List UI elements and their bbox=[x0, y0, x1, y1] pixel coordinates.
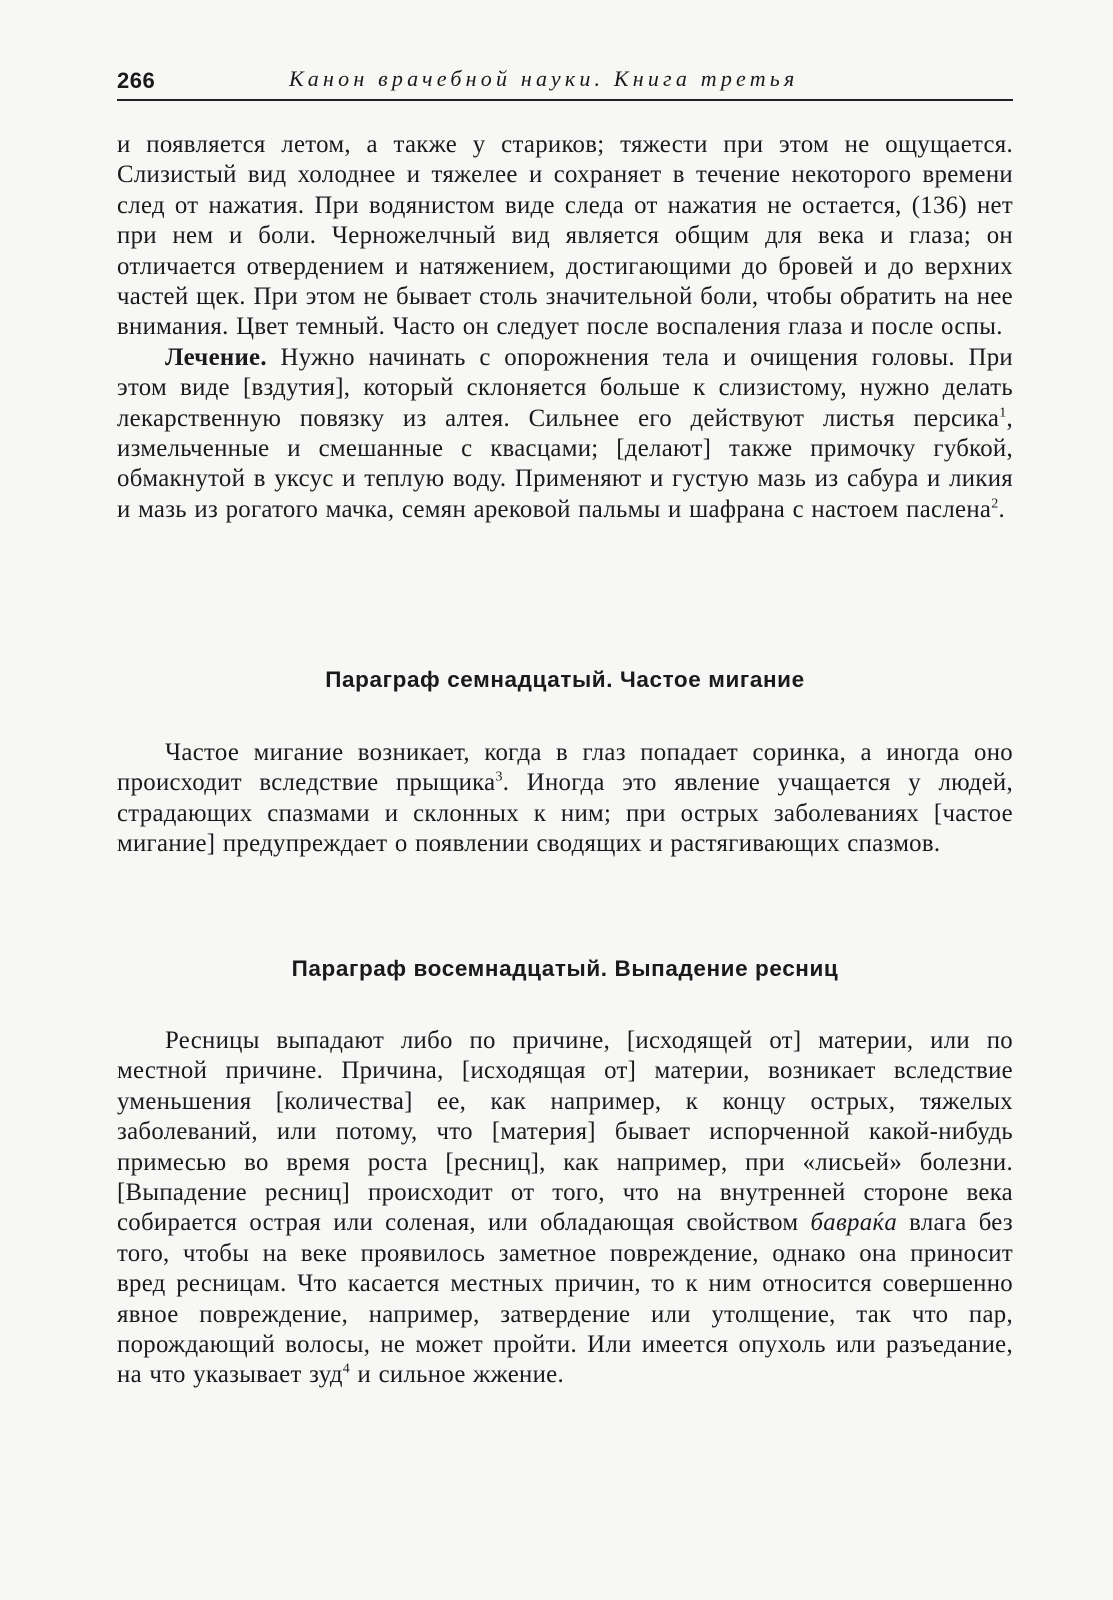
text-block-continuation bbox=[117, 130, 1013, 525]
eyelashes-text-2: влага без того, чтобы на веке проявилось заметное повреждение, однако она приносит вред ресницам. Что касается местных причин, то к ним относится совершенно явное повреждение, например, затвердение или утолщение, так что пар, порождающий волосы, не может пройти. Или имеется опухоль или разъедание, на что указывает зуд bbox=[117, 1209, 1013, 1389]
term-bavraka: бавраќа bbox=[810, 1209, 898, 1237]
blinking-text-1: Частое мигание возникает, когда в глаз попадает соринка, а иногда оно происходит вследствие прыщика bbox=[117, 739, 1013, 797]
treatment-label: Лечение. bbox=[165, 343, 267, 371]
paragraph-blinking bbox=[117, 738, 1013, 860]
page-number: 266 bbox=[117, 68, 156, 93]
eyelashes-text-1: Ресницы выпадают либо по причине, [исходящей от] материи, или по местной причине. Причина, [исходящая от] материи, возникает вследствие уменьшения [количества] ее, как например, к концу острых, тяжелых заболеваний, или потому, что [материя] бывает испорченной какой-нибудь примесью во время роста [ресниц], как например, при «лисьей» болезни. [Выпадение ресниц] происходит от того, что на внутренней стороне века собирается острая или соленая, или обладающая свойством bbox=[117, 1027, 1013, 1237]
header-rule bbox=[117, 99, 1013, 101]
footnote-ref-1: 1 bbox=[999, 405, 1007, 421]
section-17-body bbox=[117, 738, 1013, 860]
footnote-ref-2: 2 bbox=[991, 496, 999, 512]
treatment-text-3: . bbox=[998, 495, 1006, 523]
paragraph-eyelashes bbox=[117, 1026, 1013, 1391]
treatment-text-2: , измельченные и смешанные с квасцами; [делают] также примочку губкой, обмакнутой в уксус и теплую воду. Применяют и густую мазь из сабура и ликия и мазь из рогатого мачка, семян арековой пальмы и шафрана с настоем паслена bbox=[117, 404, 1013, 523]
treatment-text-1: Нужно начинать с опорожнения тела и очищения головы. При этом виде [вздутия], который склоняется больше к слизистому, нужно делать лекарственную повязку из алтея. Сильнее его действуют листья персика bbox=[117, 343, 1013, 432]
eyelashes-text-3: и сильное жжение. bbox=[350, 1361, 564, 1389]
footnote-ref-4: 4 bbox=[342, 1362, 351, 1378]
running-title: Канон врачебной науки. Книга третья bbox=[289, 66, 799, 91]
paragraph-continuation: и появляется летом, а также у стариков; тяжести при этом не ощущается. Слизистый вид холоднее и тяжелее и сохраняет в течение некоторого времени след от нажатия. При водянистом виде следа от нажатия не остается, (136) нет при нем и боли. Черножелчный вид является общим для века и глаза; он отличается отвердением и натяжением, достигающими до бровей и до верхних частей щек. При этом не бывает столь значительной боли, чтобы обратить на нее внимания. Цвет темный. Часто он следует после воспаления глаза и после оспы. bbox=[117, 131, 1013, 341]
section-17-heading: Параграф семнадцатый. Частое мигание bbox=[325, 667, 805, 692]
blinking-text-2: . Иногда это явление учащается у людей, страдающих спазмами и склонных к ним; при острых заболеваниях [частое мигание] предупреждает о появлении сводящих и растягивающих спазмов. bbox=[117, 769, 1014, 858]
paragraph-treatment bbox=[117, 343, 1013, 525]
section-18-heading: Параграф восемнадцатый. Выпадение ресниц bbox=[291, 956, 839, 981]
page-header bbox=[117, 66, 1013, 100]
footnote-ref-3: 3 bbox=[495, 770, 503, 786]
section-18-body bbox=[117, 1026, 1013, 1391]
